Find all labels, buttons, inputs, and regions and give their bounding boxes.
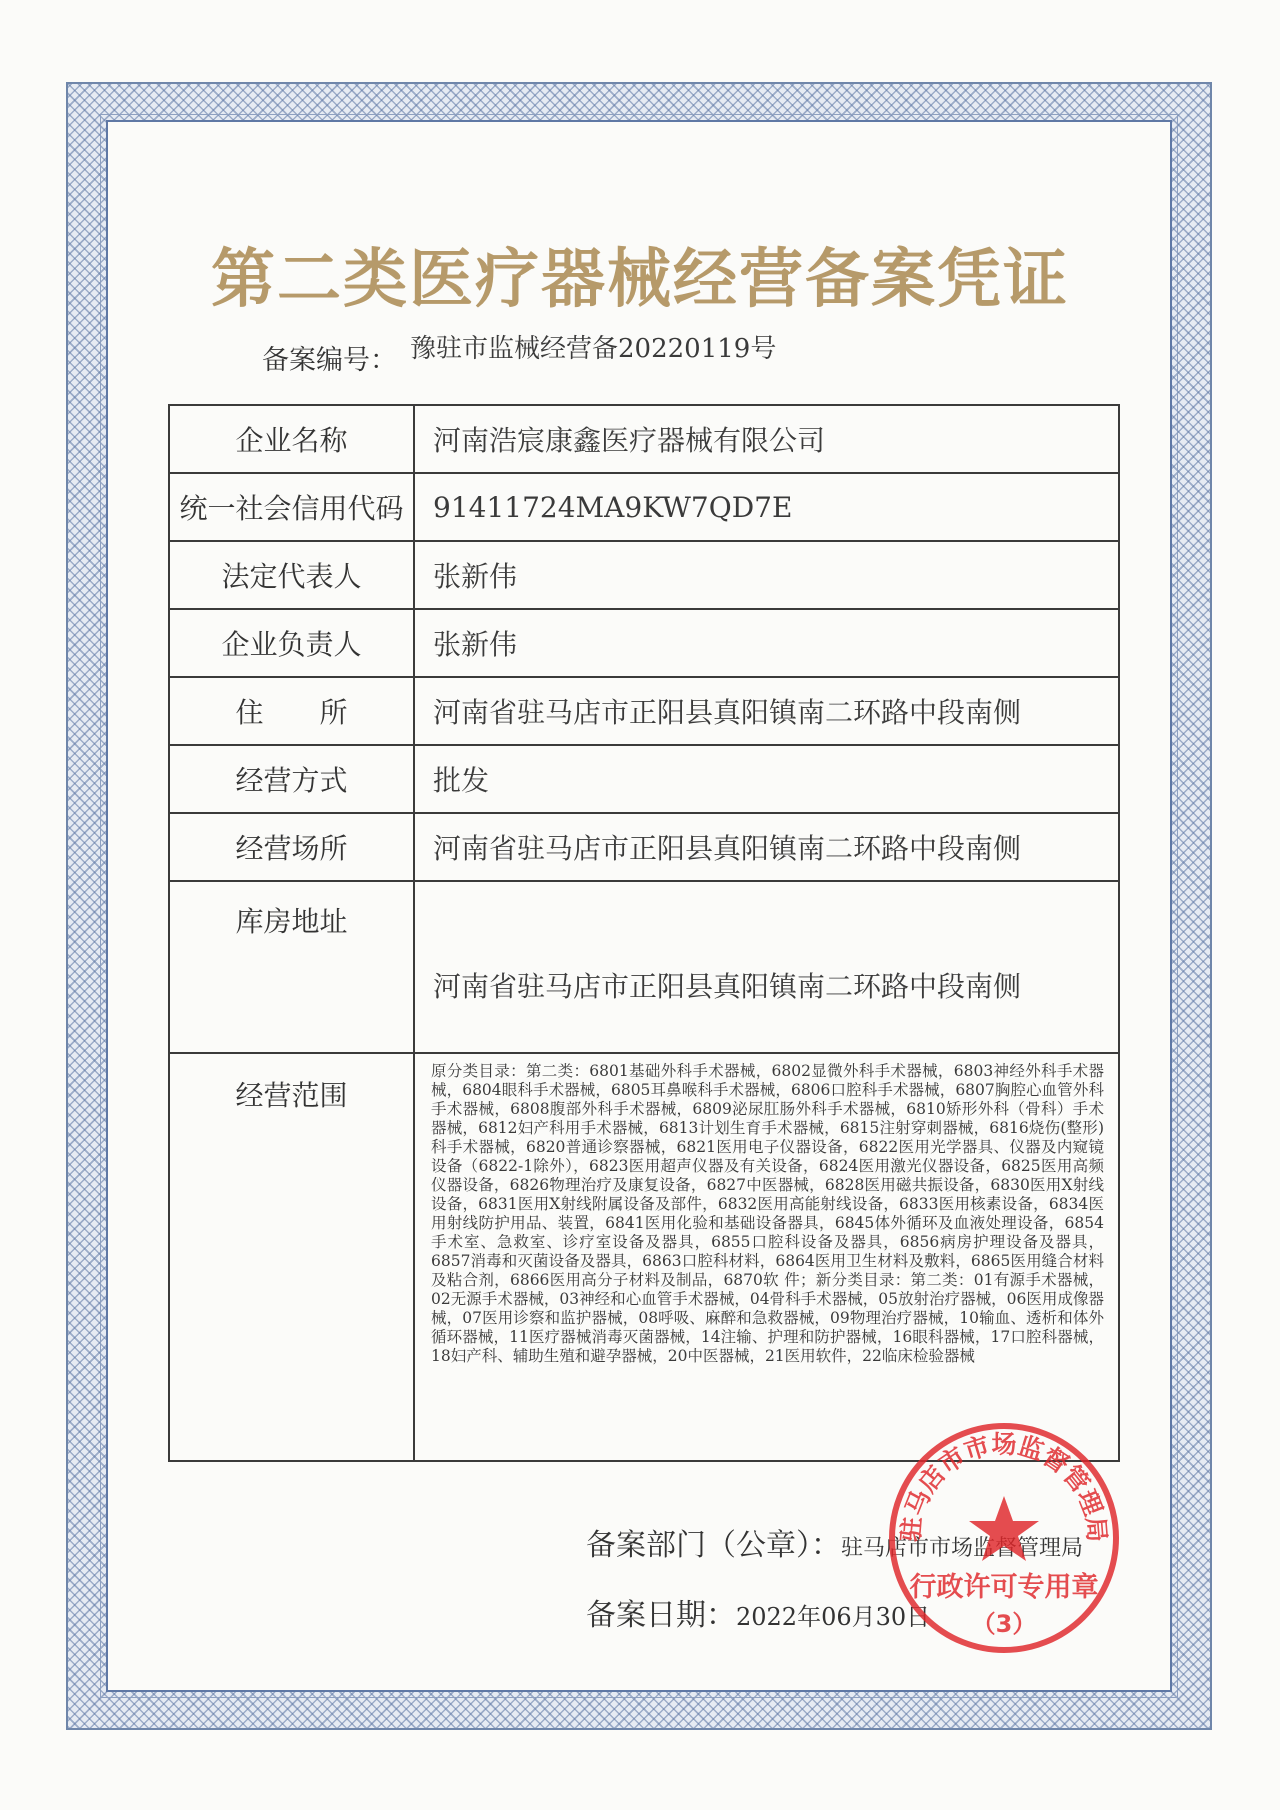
row-label-premises: 经营场所 <box>169 813 414 881</box>
row-value-legal-rep: 张新伟 <box>414 541 1119 609</box>
row-label-legal-rep: 法定代表人 <box>169 541 414 609</box>
filing-date <box>586 1590 930 1634</box>
row-value-scope: 原分类目录：第二类：6801基础外科手术器械，6802显微外科手术器械，6803神经外科手术器械，6804眼科手术器械，6805耳鼻喉科手术器械，6806口腔科手术器械，6807胸腔心血管外科手术器械，6808腹部外科手术器械，6809泌尿肛肠外科手术器械，6810矫形外科（骨科）手术器械，6812妇产科用手术器械，6813计划生育手术器械，6815注射穿刺器械，6816烧伤(整形)科手术器械，6820普通诊察器械，6821医用电子仪器设备，6822医用光学器具、仪器及内窥镜设备（6822-1除外），6823医用超声仪器及有关设备，6824医用激光仪器设备，6825医用高频仪器设备，6826物理治疗及康复设备，6827中医器械，6828医用磁共振设备，6830医用X射线设备，6831医用X射线附属设备及部件，6832医用高能射线设备，6833医用核素设备，6834医用射线防护用品、装置，6841医用化验和基础设备器具，6845体外循环及血液处理设备，6854手术室、急救室、诊疗室设备及器具，6855口腔科设备及器具，6856病房护理设备及器具，6857消毒和灭菌设备及器具，6863口腔科材料，6864医用卫生材料及敷料，6865医用缝合材料及粘合剂，6866医用高分子材料及制品，6870软 件；新分类目录：第二类：01有源手术器械，02无源手术器械，03神经和心血管手术器械，04骨科手术器械，05放射治疗器械，06医用成像器械，07医用诊察和监护器械，08呼吸、麻醉和急救器械，09物理治疗器械，10输血、透析和体外循环器械，11医疗器械消毒灭菌器械，14注输、护理和防护器械，16眼科器械，17口腔科器械，18妇产科、辅助生殖和避孕器械，20中医器械，21医用软件，22临床检验器械 <box>414 1053 1119 1461</box>
row-value-domicile: 河南省驻马店市正阳县真阳镇南二环路中段南侧 <box>414 677 1119 745</box>
record-number-label: 备案编号： <box>262 345 397 376</box>
filing-department-value: 驻马店市市场监督管理局 <box>841 1536 1084 1561</box>
seal-bottom-text: （3） <box>971 1610 1037 1638</box>
row-label-company-name: 企业名称 <box>169 405 414 473</box>
table-row <box>169 405 1119 473</box>
row-value-premises: 河南省驻马店市正阳县真阳镇南二环路中段南侧 <box>414 813 1119 881</box>
row-label-domicile: 住 所 <box>169 677 414 745</box>
row-label-warehouse: 库房地址 <box>169 881 414 1053</box>
record-number-value: 豫驻市监械经营备20220119号 <box>410 334 777 364</box>
table-row <box>169 881 1119 1053</box>
table-row <box>169 473 1119 541</box>
official-seal-stamp <box>884 1418 1124 1658</box>
table-row <box>169 813 1119 881</box>
row-label-manager: 企业负责人 <box>169 609 414 677</box>
table-row <box>169 1053 1119 1461</box>
row-label-credit-code: 统一社会信用代码 <box>169 473 414 541</box>
seal-middle-text: 行政许可专用章 <box>909 1572 1099 1603</box>
seal-star-icon <box>969 1496 1039 1561</box>
row-value-business-mode: 批发 <box>414 745 1119 813</box>
certificate-title: 第二类医疗器械经营备案凭证 <box>211 242 1069 317</box>
row-label-business-mode: 经营方式 <box>169 745 414 813</box>
info-table <box>168 404 1120 1462</box>
table-row <box>169 745 1119 813</box>
row-value-company-name: 河南浩宸康鑫医疗器械有限公司 <box>414 405 1119 473</box>
table-row <box>169 609 1119 677</box>
row-label-scope: 经营范围 <box>169 1053 414 1461</box>
filing-date-label: 备案日期： <box>586 1598 736 1633</box>
seal-arc-textpath: 驻马店市市场监督管理局 <box>896 1429 1112 1543</box>
row-value-credit-code: 91411724MA9KW7QD7E <box>414 473 1119 541</box>
table-row <box>169 541 1119 609</box>
filing-date-value: 2022年06月30日 <box>736 1603 931 1631</box>
filing-department-label: 备案部门（公章）： <box>586 1528 841 1563</box>
row-value-warehouse: 河南省驻马店市正阳县真阳镇南二环路中段南侧 <box>414 881 1119 1053</box>
row-value-manager: 张新伟 <box>414 609 1119 677</box>
table-row <box>169 677 1119 745</box>
